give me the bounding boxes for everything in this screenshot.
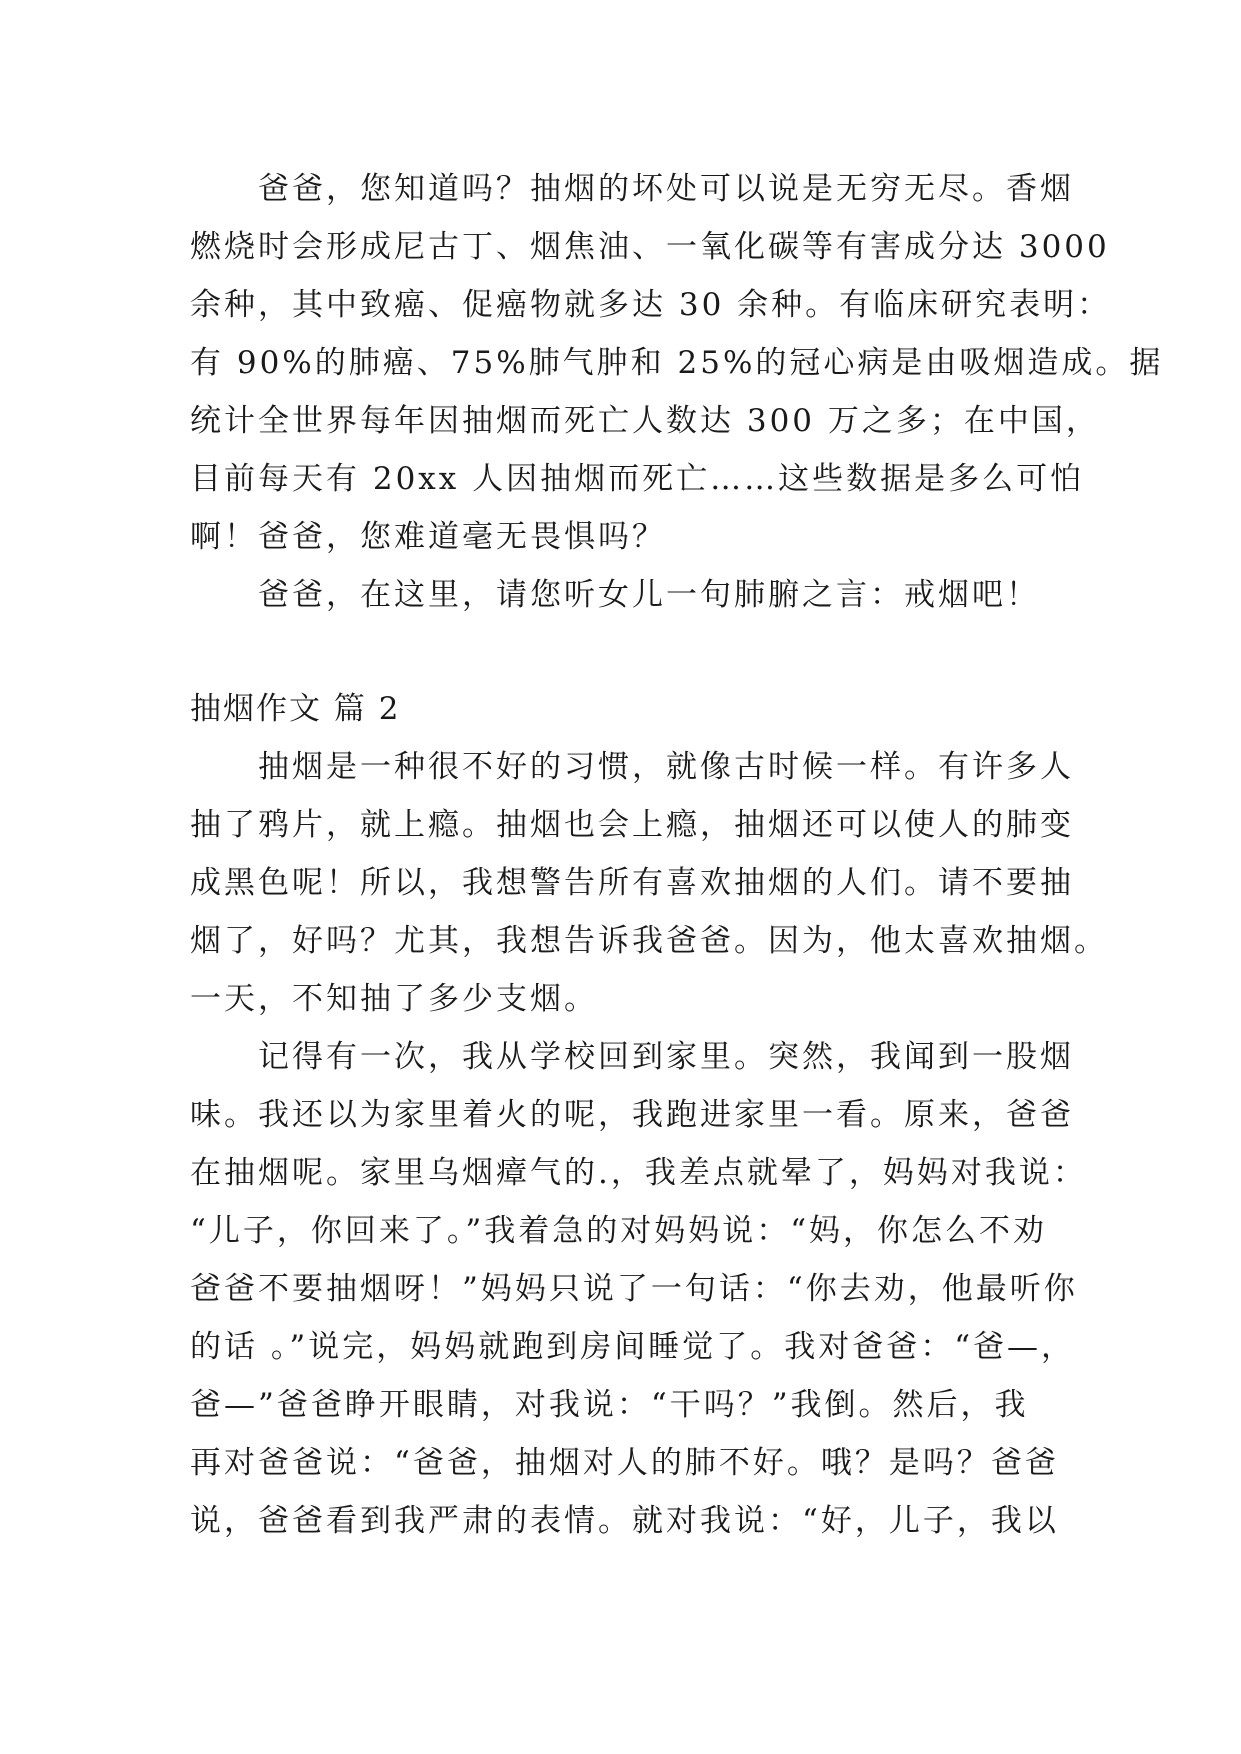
text-line: 目前每天有 20xx 人因抽烟而死亡……这些数据是多么可怕 bbox=[190, 461, 1085, 497]
text-line: 爸爸，在这里，请您听女儿一句肺腑之言：戒烟吧！ bbox=[190, 577, 1040, 613]
text-line: 抽烟是一种很不好的习惯，就像古时候一样。有许多人 bbox=[190, 749, 1074, 785]
text-line: 爸爸不要抽烟呀！”妈妈只说了一句话：“你去劝，他最听你 bbox=[190, 1271, 1078, 1307]
text-line: 统计全世界每年因抽烟而死亡人数达 300 万之多；在中国， bbox=[190, 403, 1100, 439]
text-line: 余种，其中致癌、促癌物就多达 30 余种。有临床研究表明： bbox=[190, 287, 1112, 323]
text-line: 味。我还以为家里着火的呢，我跑进家里一看。原来，爸爸 bbox=[190, 1097, 1074, 1133]
text-line: 在抽烟呢。家里乌烟瘴气的.，我差点就晕了，妈妈对我说： bbox=[190, 1155, 1087, 1191]
text-line: 爸—”爸爸睁开眼睛，对我说：“干吗？”我倒。然后，我 bbox=[190, 1387, 1029, 1423]
essay-section-1 bbox=[190, 160, 1164, 624]
text-line: 抽了鸦片，就上瘾。抽烟也会上瘾，抽烟还可以使人的肺变 bbox=[190, 807, 1074, 843]
text-line: “儿子，你回来了。”我着急的对妈妈说：“妈，你怎么不劝 bbox=[190, 1213, 1048, 1249]
text-line: 再对爸爸说：“爸爸，抽烟对人的肺不好。哦？是吗？爸爸 bbox=[190, 1445, 1059, 1481]
text-line: 记得有一次，我从学校回到家里。突然，我闻到一股烟 bbox=[190, 1039, 1074, 1075]
essay-section-2 bbox=[190, 680, 1108, 1550]
text-line: 烟了，好吗？尤其，我想告诉我爸爸。因为，他太喜欢抽烟。 bbox=[190, 923, 1108, 959]
text-line: 一天，不知抽了多少支烟。 bbox=[190, 981, 598, 1017]
text-line: 啊！爸爸，您难道毫无畏惧吗？ bbox=[190, 519, 666, 555]
text-line: 的话 。”说完，妈妈就跑到房间睡觉了。我对爸爸：“爸—， bbox=[190, 1329, 1076, 1365]
text-line: 燃烧时会形成尼古丁、烟焦油、一氧化碳等有害成分达 3000 bbox=[190, 229, 1110, 265]
text-line: 成黑色呢！所以，我想警告所有喜欢抽烟的人们。请不要抽 bbox=[190, 865, 1074, 901]
document-body bbox=[190, 160, 1164, 1550]
text-line: 说，爸爸看到我严肃的表情。就对我说：“好，儿子，我以 bbox=[190, 1503, 1059, 1539]
section-heading: 抽烟作文 篇 2 bbox=[190, 691, 401, 727]
text-line: 有 90%的肺癌、75%肺气肿和 25%的冠心病是由吸烟造成。据 bbox=[190, 345, 1164, 381]
text-line: 爸爸，您知道吗？抽烟的坏处可以说是无穷无尽。香烟 bbox=[190, 171, 1074, 207]
section-spacer bbox=[190, 624, 1090, 680]
